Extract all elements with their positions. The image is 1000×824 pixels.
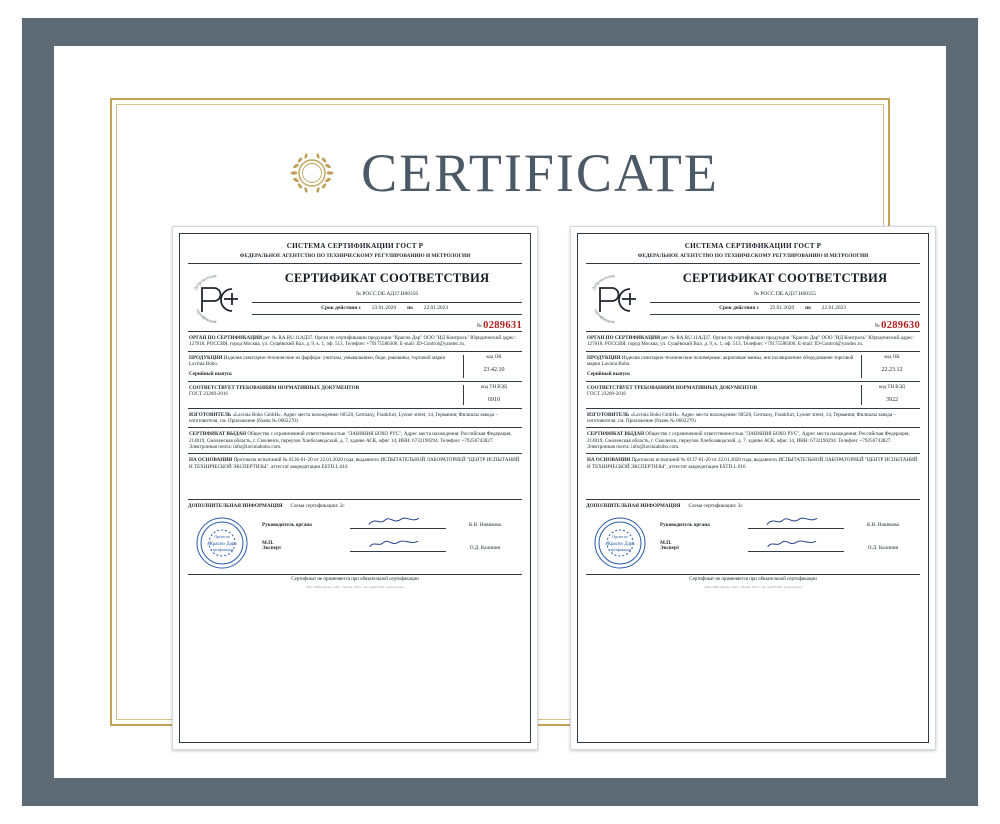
section-heading: СООТВЕТСТВУЕТ ТРЕБОВАНИЯМ НОРМАТИВНЫХ ДОКУМЕНТОВ	[189, 384, 360, 391]
section-text: ГОСТ 23289-2016	[587, 391, 626, 398]
mp-label: М.П.	[660, 539, 672, 546]
section-standards	[188, 381, 522, 408]
signature-role: Руководитель органа	[660, 522, 710, 529]
signatory-name: О.Д. Калинин	[469, 545, 501, 552]
signature-role: Эксперт	[660, 545, 680, 552]
validity-row	[650, 302, 920, 315]
handwritten-signature-icon	[765, 538, 819, 550]
section-text: Протокола испытаний № 0136-01-20 от 22.01.2020 года, выданного ИСПЫТАТЕЛЬНОЙ ЛАБОРАТОРИЕЙ "ЦЕНТР ИСПЫТАНИЙ И ТЕХНИЧЕСКОЙ ЭКСПЕРТИЗЫ", аттестат аккредитации ESTD.L.016	[189, 457, 520, 470]
signature-line	[748, 520, 844, 529]
official-stamp-icon	[590, 514, 650, 572]
product-code-box	[463, 355, 521, 378]
signatory-name: К.В. Новикова	[867, 522, 899, 529]
svg-text:«Красно Дар»: «Красно Дар»	[605, 541, 635, 547]
section-heading: СЕРТИФИКАТ ВЫДАН	[189, 431, 247, 438]
registration-line	[252, 291, 522, 298]
svg-text:«Красно Дар»: «Красно Дар»	[207, 541, 237, 547]
registration-line	[650, 291, 920, 298]
signature-role: Руководитель органа	[262, 522, 312, 529]
validity-label: Срок действия с	[321, 305, 362, 312]
blank-number: 0289631	[483, 319, 522, 331]
footer-note: Сертификат не применяется при обязательной сертификации	[586, 574, 920, 583]
blank-number-row	[650, 318, 920, 331]
section-product	[188, 351, 522, 381]
signature-row-head	[262, 520, 520, 546]
blank-number-row	[252, 318, 522, 331]
code-value: 6910	[488, 397, 500, 404]
section-heading: ИЗГОТОВИТЕЛЬ	[587, 411, 630, 418]
signature-area	[188, 512, 522, 574]
document-title: СЕРТИФИКАТ СООТВЕТСТВИЯ	[682, 270, 888, 285]
signature-line	[350, 543, 446, 552]
valid-to-label: по	[805, 305, 811, 312]
code-value: 22.23.12	[881, 366, 903, 373]
signatory-name: О.Д. Калинин	[867, 545, 899, 552]
section-text: «Lavinia Boho GmbH». Адрес места нахождения: 60528, Germany, Frankfurt, Lyoner street, 14, Германия; Филиалы завода – изготовителя, см. Приложение (бланк № 0662270)	[189, 411, 498, 424]
section-additional-info	[586, 499, 920, 510]
header-mid-row	[188, 268, 522, 331]
header-mid-right	[650, 268, 920, 331]
valid-from: 23.01.2020	[769, 305, 795, 312]
tnved-code-box	[861, 385, 919, 405]
svg-text:Добровольная: Добровольная	[192, 272, 217, 291]
valid-to: 22.01.2023	[821, 305, 847, 312]
section-manufacturer	[586, 408, 920, 428]
handwritten-signature-icon	[367, 538, 421, 550]
code-label: код ТН ВЭД	[879, 384, 905, 390]
reg-number: РОСС DE.АД37.Н00355	[760, 291, 817, 298]
system-header: СИСТЕМА СЕРТИФИКАЦИИ ГОСТ Р	[684, 242, 822, 250]
svg-text:Орган по: Орган по	[612, 533, 628, 539]
section-manufacturer	[188, 408, 522, 428]
footer-note: Сертификат не применяется при обязательной сертификации	[188, 574, 522, 583]
certificates-container	[172, 226, 936, 766]
section-standards	[586, 381, 920, 408]
blank-number: 0289630	[881, 319, 920, 331]
section-certification-body	[586, 331, 920, 351]
certificate-body-2	[577, 233, 929, 743]
svg-text:сертификации: сертификации	[211, 547, 233, 552]
valid-to: 22.01.2023	[423, 305, 449, 312]
mp-label: М.П.	[262, 539, 274, 546]
blank-footer: ООО «НВЦ «Ирлен», ЗАО, г. Москва, 2019 г., зак. №00278 (Рег. номер бланка)	[306, 585, 404, 589]
blank-footer: ООО «НВЦ «Ирлен», ЗАО, г. Москва, 2019 г., зак. №00278 (Рег. номер бланка)	[704, 585, 802, 589]
section-heading: НА ОСНОВАНИИ	[587, 457, 631, 464]
svg-text:сертификации: сертификации	[609, 547, 631, 552]
agency-line: ФЕДЕРАЛЬНОЕ АГЕНТСТВО ПО ТЕХНИЧЕСКОМУ РЕГУЛИРОВАНИЮ И МЕТРОЛОГИИ	[188, 253, 522, 264]
section-text: Общество с ограниченной ответственностью "ЛАВИНИЯ БОХО РУС", Адрес места нахождения: Российская Федерация, 214019, Смоленская область, г. Смоленск, переулок Хлебозаводский, д. 7, здание АСК, офис 14, ИНН: 6732190294. Телефон: +79256743827. Электронная почта: info@laviniaboho.com.	[189, 431, 512, 450]
svg-text:Добровольная: Добровольная	[590, 272, 615, 291]
section-text: Протокола испытаний № 0137-01-20 от 22.01.2020 года, выданного ИСПЫТАТЕЛЬНОЙ ЛАБОРАТОРИЕЙ "ЦЕНТР ИСПЫТАНИЙ И ТЕХНИЧЕСКОЙ ЭКСПЕРТИЗЫ", аттестат аккредитации ESTD.L.016	[587, 457, 918, 470]
additional-info-text: Схема сертификации: 3с	[290, 503, 345, 510]
section-heading: ИЗГОТОВИТЕЛЬ	[189, 411, 232, 418]
code-value: 3922	[886, 397, 898, 404]
gost-r-logo-icon	[586, 268, 644, 330]
serial-label: Серийный выпуск	[189, 371, 233, 378]
reg-label: №	[355, 291, 361, 298]
signature-rows	[262, 520, 520, 566]
title-row	[54, 142, 946, 204]
signature-line	[748, 543, 844, 552]
certificate-card-2[interactable]	[570, 226, 936, 750]
section-additional-info	[188, 499, 522, 510]
certificate-body-1	[179, 233, 531, 743]
certificate-card-1[interactable]	[172, 226, 538, 750]
code-label: код ОК	[486, 354, 502, 360]
section-text: рег. № RA.RU.11АД37. Орган по сертификации продукции "Красно Дар" ООО "ИД Контроль" Юридический адрес: 127018, РОССИЯ, город Москва, ул. Сущёвский Вал, д. 9, к. 1, оф. 513, Телефон: +79175586300, E-mail: ID-Control@yandex.ru.	[587, 334, 914, 348]
additional-info-heading: ДОПОЛНИТЕЛЬНАЯ ИНФОРМАЦИЯ	[188, 503, 283, 510]
signature-area	[586, 512, 920, 574]
reg-label: №	[753, 291, 759, 298]
section-heading: ПРОДУКЦИЯ	[587, 354, 621, 361]
tnved-code-box	[463, 385, 521, 405]
serial-label: Серийный выпуск	[587, 371, 631, 378]
section-text: ГОСТ 23289-2016	[189, 391, 228, 398]
page-title: CERTIFICATE	[361, 143, 719, 203]
section-heading: СООТВЕТСТВУЕТ ТРЕБОВАНИЯМ НОРМАТИВНЫХ ДОКУМЕНТОВ	[587, 384, 758, 391]
signatory-name: К.В. Новикова	[469, 522, 501, 529]
code-label: код ТН ВЭД	[481, 384, 507, 390]
validity-row	[252, 302, 522, 315]
additional-info-heading: ДОПОЛНИТЕЛЬНАЯ ИНФОРМАЦИЯ	[586, 503, 681, 510]
reg-number: РОСС DE.АД37.Н00356	[362, 291, 419, 298]
signature-row-expert	[262, 543, 520, 552]
gost-r-logo-icon	[188, 268, 246, 330]
code-label: код ОК	[884, 354, 900, 360]
agency-line: ФЕДЕРАЛЬНОЕ АГЕНТСТВО ПО ТЕХНИЧЕСКОМУ РЕГУЛИРОВАНИЮ И МЕТРОЛОГИИ	[586, 253, 920, 264]
product-code-box	[861, 355, 919, 378]
svg-text:сертификация: сертификация	[593, 307, 615, 324]
number-label: №	[874, 322, 880, 329]
section-heading: ОРГАН ПО СЕРТИФИКАЦИИ	[587, 334, 661, 341]
additional-info-text: Схема сертификации: 3с	[688, 503, 743, 510]
signature-rows	[660, 520, 918, 566]
code-value: 23.42.10	[483, 366, 505, 373]
section-basis	[586, 453, 920, 473]
section-certification-body	[188, 331, 522, 351]
system-header: СИСТЕМА СЕРТИФИКАЦИИ ГОСТ Р	[286, 242, 424, 250]
validity-label: Срок действия с	[719, 305, 760, 312]
section-text: Изделия санитарно-технические из фарфора: унитазы, умывальники, биде, раковины, торговой марки Lavinia Boho.	[189, 354, 446, 368]
section-text: рег. № RA.RU.11АД37. Орган по сертификации продукции "Красно Дар" ООО "ИД Контроль" Юридический адрес: 127018, РОССИЯ, город Москва, ул. Сущёвский Вал, д. 9, к. 1, оф. 513, Телефон: +79175586300, E-mail: ID-Control@yandex.ru.	[189, 334, 516, 348]
section-text: «Lavinia Boho GmbH». Адрес места нахождения: 60528, Germany, Frankfurt, Lyoner street, 14, Германия; Филиалы завода – изготовителя, см. Приложение (бланк № 0662270)	[587, 411, 896, 424]
signature-role: Эксперт	[262, 545, 282, 552]
outer-frame	[22, 18, 978, 806]
header-mid-right	[252, 268, 522, 331]
svg-text:сертификация: сертификация	[195, 307, 217, 324]
section-issued-to	[188, 427, 522, 453]
signature-line	[350, 520, 446, 529]
section-product	[586, 351, 920, 381]
section-text: Изделия санитарно-технические полимерные: акриловые ванны, инсталляционное оборудование торговой марки Lavinia Boho.	[587, 354, 854, 368]
handwritten-signature-icon	[367, 515, 421, 527]
signature-row-expert	[660, 543, 918, 552]
valid-from: 23.01.2020	[371, 305, 397, 312]
white-mat	[54, 46, 946, 778]
signature-row-head	[660, 520, 918, 546]
handwritten-signature-icon	[765, 515, 819, 527]
svg-text:Орган по: Орган по	[214, 533, 230, 539]
laurel-wreath-icon	[281, 142, 343, 204]
section-heading: НА ОСНОВАНИИ	[189, 457, 233, 464]
section-heading: ОРГАН ПО СЕРТИФИКАЦИИ	[189, 334, 263, 341]
section-issued-to	[586, 427, 920, 453]
section-text: Общество с ограниченной ответственностью "ЛАВИНИЯ БОХО РУС", Адрес места нахождения: Российская Федерация, 214019, Смоленская область, г. Смоленск, переулок Хлебозаводский, д. 7, здание АСК, офис 14, ИНН: 6732190294. Телефон: +79256743827. Электронная почта: info@laviniaboho.com.	[587, 431, 910, 450]
valid-to-label: по	[407, 305, 413, 312]
document-title: СЕРТИФИКАТ СООТВЕТСТВИЯ	[284, 270, 490, 285]
official-stamp-icon	[192, 514, 252, 572]
header-mid-row	[586, 268, 920, 331]
section-heading: СЕРТИФИКАТ ВЫДАН	[587, 431, 645, 438]
section-heading: ПРОДУКЦИЯ	[189, 354, 223, 361]
section-basis	[188, 453, 522, 473]
number-label: №	[476, 322, 482, 329]
